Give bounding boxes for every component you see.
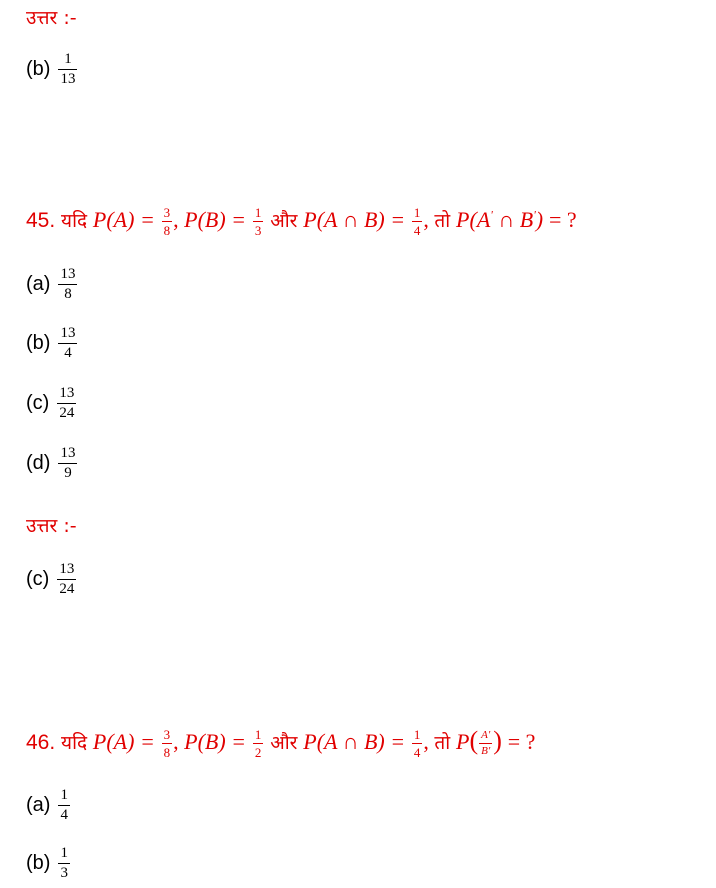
equals-question: = ? (548, 207, 577, 233)
prob-ab-value: $\frac{1}{4}$ (413, 205, 421, 238)
word-if: यदि (61, 732, 88, 754)
prob-b-value: $\frac{1}{3}$ (254, 205, 262, 238)
word-and: और (270, 732, 298, 754)
answer-option (26, 562, 76, 597)
option-label: (c) (26, 567, 50, 590)
prob-b: P(B) = (184, 207, 247, 233)
answer-heading: उत्तर :- (26, 7, 77, 29)
option-c: (c) $\frac{13}{24}$ (26, 385, 75, 421)
question-45: 45. यदि P(A) = $\frac{3}{8}$ , P(B) = $\frac{1}{3}$ और P(A ∩ B) = $\frac{1}{4}$ , तो P(A' ∩ B') = ? (26, 205, 577, 238)
target-expression: P( $\frac{A'}{B'}$ ) (456, 726, 502, 758)
option-b: (b) $\frac{1}{3}$ (26, 845, 68, 881)
answer-option (26, 52, 77, 87)
equals-question: = ? (507, 729, 536, 754)
answer-heading: उत्तर :- (26, 515, 77, 537)
question-46: 46. यदि P(A) = $\frac{3}{8}$ , P(B) = $\frac{1}{2}$ और P(A ∩ B) = $\frac{1}{4}$ , तो P( $\frac{A'}{B'}$ ) = ? (26, 726, 536, 760)
prob-b-value: $\frac{1}{2}$ (254, 726, 262, 760)
prob-b: P(B) = (184, 729, 247, 754)
prob-a-value: $\frac{3}{8}$ (163, 205, 171, 238)
target-expression: P(A' ∩ B') (456, 207, 544, 233)
word-then: तो (434, 732, 451, 754)
option-d: (d) $\frac{13}{9}$ (26, 445, 76, 481)
prob-ab-value: $\frac{1}{4}$ (413, 726, 421, 760)
answer-fraction: $\frac{1}{13}$ (60, 51, 76, 87)
option-label: (b) (26, 57, 51, 80)
option-b: (b) $\frac{13}{4}$ (26, 325, 76, 361)
word-and: और (270, 210, 298, 233)
word-if: यदि (61, 210, 88, 233)
answer-fraction: $\frac{13}{24}$ (59, 561, 75, 597)
prob-a: P(A) = (92, 207, 155, 233)
prob-a-value: $\frac{3}{8}$ (163, 726, 171, 760)
prob-ab: P(A ∩ B) = (303, 729, 406, 754)
question-number: 46. (26, 731, 56, 754)
word-then: तो (434, 210, 451, 233)
option-a: (a) $\frac{13}{8}$ (26, 266, 76, 302)
prob-ab: P(A ∩ B) = (303, 207, 406, 233)
question-number: 45. (26, 209, 56, 233)
option-a: (a) $\frac{1}{4}$ (26, 787, 68, 823)
prob-a: P(A) = (92, 729, 155, 754)
